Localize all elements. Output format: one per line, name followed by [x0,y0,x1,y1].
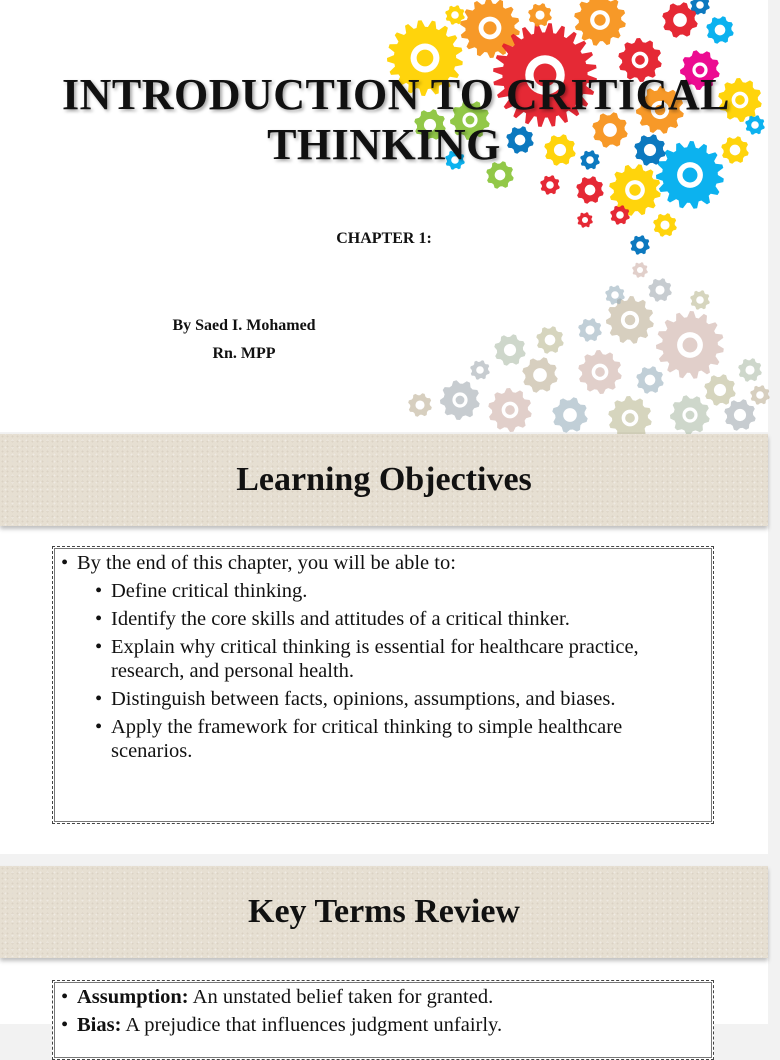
key-term-definition: An unstated belief taken for granted. [188,986,494,1008]
muted-gear [522,357,557,392]
muted-gear [470,360,490,380]
key-term: Bias: [77,1014,122,1036]
author-name: By Saed I. Mohamed [172,317,316,334]
muted-gear [738,358,762,382]
objective-item: • Explain why critical thinking is essential for healthcare practice, research, and personal health. [95,635,703,683]
objective-item: • Identify the core skills and attitudes of a critical thinker. [95,607,703,631]
objectives-heading: Learning Objectives [236,461,532,498]
muted-gear [440,380,480,420]
key-term: Assumption: [77,986,189,1008]
muted-gear [690,290,710,310]
objectives-content-box [52,546,714,824]
slide-title-line-1: INTRODUCTION TO CRITICAL [61,70,731,119]
gear [574,0,626,46]
chapter-label: CHAPTER 1: [336,230,432,247]
muted-gear [670,395,710,435]
gear [540,175,560,195]
muted-gear [578,350,621,394]
muted-gear [408,393,432,417]
muted-gear [488,388,531,432]
muted-gear [656,311,724,379]
muted-gear [704,374,735,405]
keyterms-content-box [52,980,714,1060]
objectives-intro [61,551,703,763]
key-term-item [61,1013,703,1037]
key-term-definition: A prejudice that influences judgment unfairly. [121,1014,503,1036]
keyterms-banner [0,866,768,958]
key-terms-slide [0,866,768,1036]
key-term-item [61,985,703,1009]
gear [577,212,593,228]
title-slide [0,0,768,432]
objective-item: • Apply the framework for critical thinking to simple healthcare scenarios. [95,715,703,763]
gear [706,16,733,43]
gear [576,176,603,203]
muted-gear [494,334,525,365]
muted-gear [536,326,563,353]
objective-item: • Define critical thinking. [95,579,703,603]
author-credentials: Rn. MPP [212,345,276,362]
objective-item: • Distinguish between facts, opinions, assumptions, and biases. [95,687,703,711]
muted-gear [632,262,648,278]
muted-gear [636,366,663,393]
muted-gear [648,278,672,302]
keyterms-heading: Key Terms Review [248,893,520,930]
muted-gear [724,399,755,430]
slide-title-line-2: THINKING [267,120,501,169]
muted-gear [578,318,602,342]
gear [528,3,552,27]
objectives-banner [0,434,768,526]
muted-gear [552,397,587,432]
objectives-intro-text: By the end of this chapter, you will be able to: [77,552,456,574]
muted-gear [750,385,770,405]
gears-illustration [0,0,768,432]
learning-objectives-slide [0,434,768,854]
